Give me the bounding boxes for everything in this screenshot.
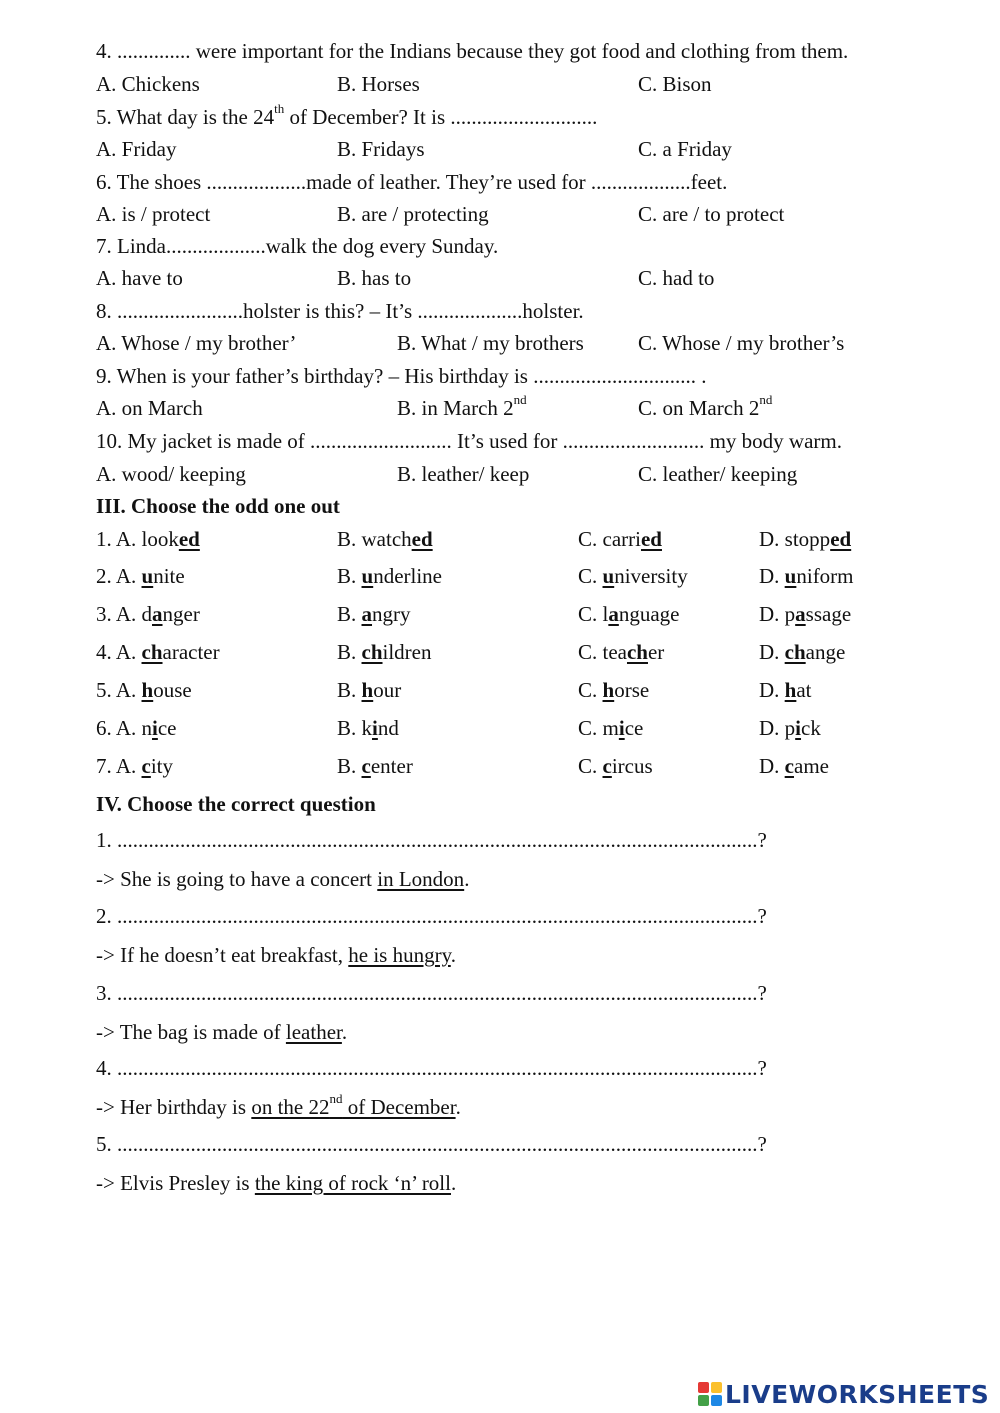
answer-4 bbox=[96, 1091, 461, 1120]
option-text: 2. A. bbox=[96, 564, 142, 588]
odd-option-5-b[interactable] bbox=[337, 677, 401, 703]
odd-option-7-c[interactable] bbox=[578, 753, 653, 779]
highlighted-sound: ch bbox=[141, 640, 163, 664]
q9-option-a[interactable]: A. on March bbox=[96, 396, 203, 420]
answer-text: . bbox=[464, 867, 470, 891]
q5-option-b[interactable]: B. Fridays bbox=[337, 137, 425, 161]
highlighted-sound: u bbox=[361, 564, 374, 588]
question-7: 7. Linda...................walk the dog every Sunday. bbox=[96, 234, 499, 258]
odd-option-3-d[interactable] bbox=[759, 601, 851, 627]
highlighted-sound: u bbox=[141, 564, 154, 588]
q4-option-c[interactable]: C. Bison bbox=[638, 72, 712, 96]
highlighted-sound: ed bbox=[178, 527, 200, 551]
odd-option-6-c[interactable] bbox=[578, 715, 643, 741]
odd-option-4-b[interactable] bbox=[337, 639, 432, 665]
highlighted-sound: h bbox=[602, 678, 615, 702]
answer-text: -> If he doesn’t eat breakfast, bbox=[96, 943, 349, 967]
highlighted-sound: c bbox=[361, 754, 371, 778]
option-text: ircus bbox=[611, 754, 653, 778]
highlighted-sound: ed bbox=[830, 527, 852, 551]
q7-option-a[interactable]: A. have to bbox=[96, 266, 183, 290]
highlighted-sound: h bbox=[784, 678, 797, 702]
underlined-part: on the 22nd of December bbox=[251, 1091, 456, 1119]
q6-option-b[interactable]: B. are / protecting bbox=[337, 202, 489, 226]
highlighted-sound: i bbox=[372, 716, 378, 740]
odd-option-6-d[interactable] bbox=[759, 715, 821, 741]
highlighted-sound: c bbox=[784, 754, 794, 778]
question-9: 9. When is your father’s birthday? – His birthday is ............................... . bbox=[96, 364, 707, 388]
highlighted-sound: ed bbox=[640, 527, 662, 551]
question-4: 4. .............. were important for the Indians because they got food and clothing from them. bbox=[96, 39, 849, 63]
odd-option-6-b[interactable] bbox=[337, 715, 399, 741]
question-blank-1[interactable]: 1. ..........................................................................................................................? bbox=[96, 828, 767, 852]
option-text: nguage bbox=[618, 602, 680, 626]
q7-option-b[interactable]: B. has to bbox=[337, 266, 412, 290]
option-text: D. p bbox=[759, 602, 796, 626]
question-6: 6. The shoes ...................made of leather. They’re used for ...................feet. bbox=[96, 170, 728, 194]
option-text: er bbox=[647, 640, 665, 664]
option-text: nite bbox=[153, 564, 185, 588]
odd-option-4-a[interactable] bbox=[96, 639, 220, 665]
underlined-part: the king of rock ‘n’ roll bbox=[254, 1171, 451, 1195]
question-blank-4[interactable]: 4. ..........................................................................................................................? bbox=[96, 1056, 767, 1080]
q4-option-b[interactable]: B. Horses bbox=[337, 72, 420, 96]
option-text: C. l bbox=[578, 602, 609, 626]
option-text: ck bbox=[801, 716, 821, 740]
logo-mark-icon bbox=[698, 1382, 722, 1406]
underlined-part: he is hungry bbox=[348, 943, 451, 967]
answer-text: -> Her birthday is bbox=[96, 1095, 252, 1119]
odd-option-2-a[interactable] bbox=[96, 563, 185, 589]
option-text: ange bbox=[805, 640, 846, 664]
q10-option-a[interactable]: A. wood/ keeping bbox=[96, 462, 246, 486]
odd-option-7-b[interactable] bbox=[337, 753, 413, 779]
option-text: D. bbox=[759, 564, 785, 588]
highlighted-sound: u bbox=[602, 564, 615, 588]
odd-option-3-c[interactable] bbox=[578, 601, 680, 627]
q8-option-a[interactable]: A. Whose / my brother’ bbox=[96, 331, 297, 355]
option-text: D. p bbox=[759, 716, 796, 740]
highlighted-sound: a bbox=[152, 602, 163, 626]
option-text: B. watch bbox=[337, 527, 412, 551]
option-text: nderline bbox=[373, 564, 443, 588]
question-blank-2[interactable]: 2. ..........................................................................................................................? bbox=[96, 904, 767, 928]
option-text: ouse bbox=[153, 678, 192, 702]
q10-option-b[interactable]: B. leather/ keep bbox=[397, 462, 530, 486]
answer-text: -> Elvis Presley is bbox=[96, 1171, 255, 1195]
option-text: C. bbox=[578, 564, 603, 588]
question-blank-5[interactable]: 5. ..........................................................................................................................? bbox=[96, 1132, 767, 1156]
highlighted-sound: u bbox=[784, 564, 797, 588]
question-8: 8. ........................holster is this? – It’s ....................holster. bbox=[96, 299, 584, 323]
q5-option-a[interactable]: A. Friday bbox=[96, 137, 177, 161]
liveworksheets-logo bbox=[698, 1378, 989, 1410]
option-text: ngry bbox=[372, 602, 411, 626]
highlighted-sound: i bbox=[152, 716, 158, 740]
highlighted-sound: ch bbox=[361, 640, 383, 664]
q6-option-a[interactable]: A. is / protect bbox=[96, 202, 211, 226]
odd-option-5-a[interactable] bbox=[96, 677, 192, 703]
answer-text: . bbox=[455, 1095, 461, 1119]
option-text: B. k bbox=[337, 716, 373, 740]
option-text: B. bbox=[337, 602, 362, 626]
option-text: 6. A. n bbox=[96, 716, 153, 740]
q10-option-c[interactable]: C. leather/ keeping bbox=[638, 462, 798, 486]
q7-option-c[interactable]: C. had to bbox=[638, 266, 715, 290]
option-text: D. bbox=[759, 678, 785, 702]
highlighted-sound: a bbox=[795, 602, 806, 626]
option-text: 7. A. bbox=[96, 754, 142, 778]
option-text: nd bbox=[377, 716, 399, 740]
option-text: ity bbox=[150, 754, 174, 778]
option-text: 1. A. look bbox=[96, 527, 179, 551]
highlighted-sound: c bbox=[141, 754, 151, 778]
option-text: D. bbox=[759, 754, 785, 778]
option-text: D. stopp bbox=[759, 527, 831, 551]
option-text: our bbox=[373, 678, 402, 702]
q4-option-a[interactable]: A. Chickens bbox=[96, 72, 200, 96]
answer-5 bbox=[96, 1170, 456, 1196]
odd-option-2-d[interactable] bbox=[759, 563, 854, 589]
highlighted-sound: h bbox=[141, 678, 154, 702]
odd-option-2-c[interactable] bbox=[578, 563, 688, 589]
odd-option-6-a[interactable] bbox=[96, 715, 177, 741]
q9-option-c[interactable]: C. on March 2nd bbox=[638, 392, 773, 420]
question-10: 10. My jacket is made of ........................... It’s used for ........................... my body warm. bbox=[96, 429, 842, 453]
logo-text: LIVEWORKSHEETS bbox=[725, 1379, 990, 1409]
highlighted-sound: ch bbox=[626, 640, 648, 664]
odd-option-3-a[interactable] bbox=[96, 601, 200, 627]
option-text: C. carri bbox=[578, 527, 641, 551]
underlined-part: in London bbox=[377, 867, 465, 891]
option-text: 3. A. d bbox=[96, 602, 153, 626]
section-3-title: III. Choose the odd one out bbox=[96, 494, 340, 518]
highlighted-sound: i bbox=[618, 716, 625, 740]
odd-option-7-d[interactable] bbox=[759, 753, 829, 779]
odd-option-5-d[interactable] bbox=[759, 677, 812, 703]
option-text: niversity bbox=[614, 564, 688, 588]
highlighted-sound: ch bbox=[784, 640, 806, 664]
section-4-title: IV. Choose the correct question bbox=[96, 792, 376, 816]
option-text: C. bbox=[578, 678, 603, 702]
odd-option-3-b[interactable] bbox=[337, 601, 411, 627]
highlighted-sound: c bbox=[602, 754, 612, 778]
option-text: aracter bbox=[162, 640, 220, 664]
q9-option-b[interactable]: B. in March 2nd bbox=[397, 392, 527, 420]
q8-option-c[interactable]: C. Whose / my brother’s bbox=[638, 331, 845, 355]
odd-option-2-b[interactable] bbox=[337, 563, 442, 589]
option-text: niform bbox=[796, 564, 854, 588]
answer-text: . bbox=[450, 943, 456, 967]
option-text: B. bbox=[337, 754, 362, 778]
q8-option-b[interactable]: B. What / my brothers bbox=[397, 331, 584, 355]
option-text: D. bbox=[759, 640, 785, 664]
odd-option-1-d[interactable] bbox=[759, 526, 851, 552]
odd-option-7-a[interactable] bbox=[96, 753, 173, 779]
answer-text: . bbox=[450, 1171, 457, 1195]
option-text: B. bbox=[337, 640, 362, 664]
option-text: nger bbox=[162, 602, 200, 626]
highlighted-sound: a bbox=[608, 602, 619, 626]
answer-text: -> The bag is made of bbox=[96, 1020, 286, 1044]
question-5: 5. What day is the 24th of December? It is ............................ bbox=[96, 101, 598, 129]
q5-option-c[interactable]: C. a Friday bbox=[638, 137, 732, 161]
option-text: C. tea bbox=[578, 640, 627, 664]
option-text: 4. A. bbox=[96, 640, 142, 664]
option-text: ildren bbox=[382, 640, 432, 664]
answer-3 bbox=[96, 1019, 347, 1045]
highlighted-sound: ed bbox=[411, 527, 433, 551]
highlighted-sound: h bbox=[361, 678, 374, 702]
highlighted-sound: a bbox=[361, 602, 373, 626]
option-text: enter bbox=[370, 754, 413, 778]
option-text: C. bbox=[578, 754, 603, 778]
odd-option-1-b[interactable] bbox=[337, 526, 433, 552]
option-text: B. bbox=[337, 564, 362, 588]
answer-2 bbox=[96, 942, 456, 968]
option-text: ame bbox=[794, 754, 829, 778]
option-text: ce bbox=[624, 716, 644, 740]
option-text: orse bbox=[614, 678, 650, 702]
answer-1 bbox=[96, 866, 469, 892]
answer-text: -> She is going to have a concert bbox=[96, 867, 378, 891]
odd-option-1-a[interactable] bbox=[96, 526, 200, 552]
underlined-part: leather bbox=[285, 1020, 342, 1044]
odd-option-5-c[interactable] bbox=[578, 677, 649, 703]
option-text: at bbox=[796, 678, 812, 702]
odd-option-4-d[interactable] bbox=[759, 639, 845, 665]
option-text: C. m bbox=[578, 716, 619, 740]
answer-text: . bbox=[341, 1020, 348, 1044]
question-blank-3[interactable]: 3. ..........................................................................................................................? bbox=[96, 981, 767, 1005]
option-text: ce bbox=[157, 716, 177, 740]
option-text: 5. A. bbox=[96, 678, 142, 702]
odd-option-1-c[interactable] bbox=[578, 526, 662, 552]
q6-option-c[interactable]: C. are / to protect bbox=[638, 202, 785, 226]
highlighted-sound: i bbox=[795, 716, 802, 740]
option-text: ssage bbox=[805, 602, 852, 626]
odd-option-4-c[interactable] bbox=[578, 639, 664, 665]
option-text: B. bbox=[337, 678, 362, 702]
